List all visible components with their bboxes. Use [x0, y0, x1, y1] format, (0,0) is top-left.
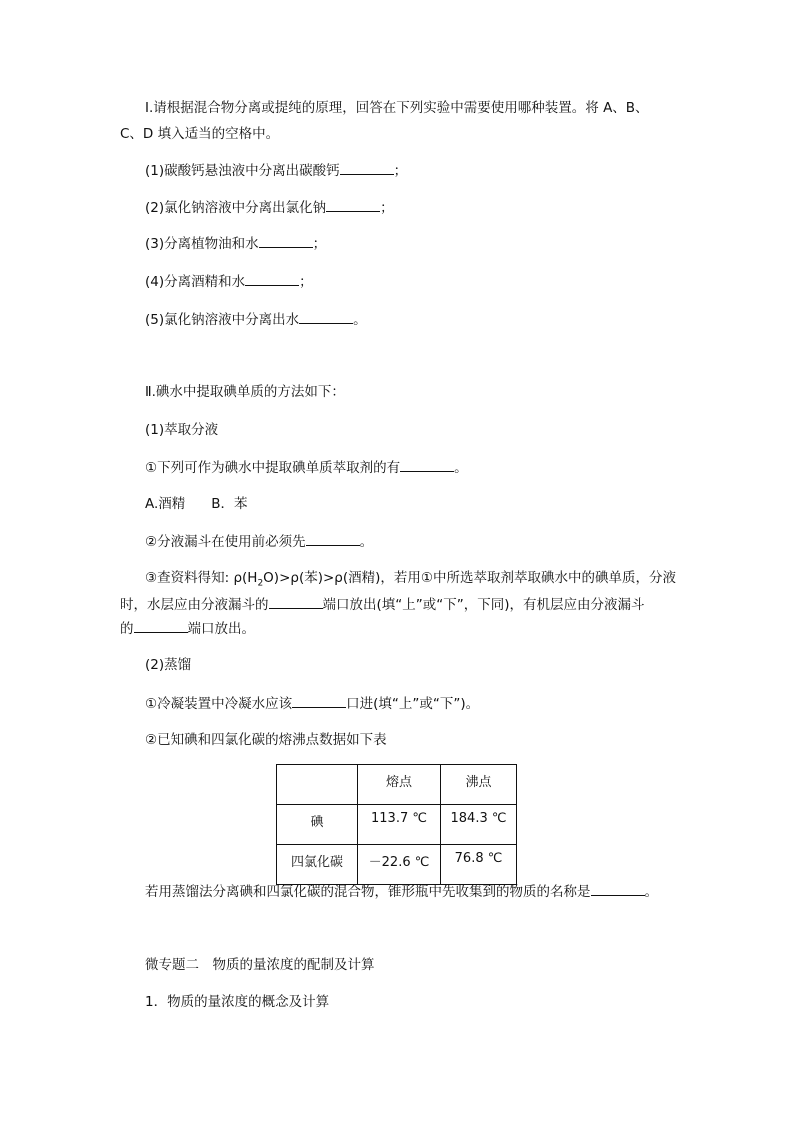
table-header-row	[277, 765, 517, 805]
table-cell: 184.3 ℃	[441, 805, 517, 845]
answer-blank	[340, 161, 394, 175]
item-text: (2)氯化钠溶液中分离出氯化钠	[145, 200, 327, 216]
table-cell: 四氯化碳	[277, 845, 358, 885]
answer-blank	[134, 619, 188, 633]
answer-blank	[306, 532, 360, 546]
answer-blank	[591, 882, 645, 896]
part1-item-2	[145, 198, 394, 217]
answer-blank	[245, 272, 299, 286]
part2-sub2: (2)蒸馏	[145, 657, 192, 673]
table-cell: 碘	[277, 805, 358, 845]
item-end: ；	[380, 200, 394, 216]
part1-item-3	[145, 234, 326, 253]
q-text: 的	[120, 621, 134, 637]
melting-boiling-table	[276, 764, 517, 885]
answer-blank	[326, 198, 380, 212]
part2-sub1: (1)萃取分液	[145, 422, 219, 438]
table-cell: 熔点	[358, 765, 441, 805]
table-row	[277, 805, 517, 845]
part2-q2	[145, 532, 373, 551]
part1-item-1	[145, 161, 407, 180]
part2-q4	[145, 694, 479, 713]
table-cell: 113.7 ℃	[358, 805, 441, 845]
q-end: 。	[644, 884, 658, 900]
table-cell: －22.6 ℃	[358, 845, 441, 885]
subscript: 2	[257, 578, 264, 589]
part2-q3-line3	[120, 619, 255, 638]
table-cell	[277, 765, 358, 805]
option-a: A.酒精	[145, 496, 186, 512]
part2-q3	[145, 569, 676, 593]
part2-q1	[145, 458, 468, 477]
item-end: ；	[393, 163, 408, 179]
part2-options	[145, 495, 248, 513]
answer-blank	[299, 310, 353, 324]
section2-title: 微专题二 物质的量浓度的配制及计算	[145, 957, 375, 973]
part2-q5: ②已知碘和四氯化碳的熔沸点数据如下表	[145, 732, 387, 748]
option-b: B．苯	[211, 496, 248, 512]
item-text: (4)分离酒精和水	[145, 274, 246, 290]
part2-q6	[145, 882, 658, 901]
part2-title: Ⅱ.碘水中提取碘单质的方法如下：	[145, 384, 345, 400]
item-end: ；	[299, 274, 313, 290]
part2-q3-line2	[120, 595, 645, 614]
part1-item-4	[145, 272, 313, 291]
q-text: ①冷凝装置中冷凝水应该	[145, 696, 293, 712]
answer-blank	[292, 694, 346, 708]
table-cell: 沸点	[441, 765, 517, 805]
q-text: ②分液漏斗在使用前必须先	[145, 534, 306, 550]
item-end: ；	[312, 236, 327, 252]
q-text: 时，水层应由分液漏斗的	[120, 597, 269, 613]
table-cell: 76.8 ℃	[441, 845, 517, 885]
q-end: 。	[359, 534, 374, 550]
part1-item-5	[145, 310, 367, 329]
answer-blank	[269, 595, 323, 609]
q-text: 若用蒸馏法分离碘和四氯化碳的混合物，锥形瓶中先收集到的物质的名称是	[145, 884, 591, 900]
q-text: O)>ρ(苯)>ρ(酒精)，若用①中所选萃取剂萃取碘水中的碘单质，分液	[263, 570, 676, 586]
answer-blank	[400, 458, 454, 472]
item-end: 。	[353, 312, 367, 328]
q-text: 端口放出(填“上”或“下”，下同)，有机层应由分液漏斗	[322, 597, 645, 613]
q-end: 口进(填“上”或“下”)。	[346, 696, 480, 712]
table-row	[277, 845, 517, 885]
item-text: (1)碳酸钙悬浊液中分离出碳酸钙	[145, 163, 340, 179]
item-text: (3)分离植物油和水	[145, 236, 259, 252]
answer-blank	[259, 234, 313, 248]
q-text: 端口放出。	[187, 621, 255, 637]
part1-intro: Ⅰ.请根据混合物分离或提纯的原理，回答在下列实验中需要使用哪种装置。将 A、B、	[145, 100, 649, 116]
section2-sub1: 1．物质的量浓度的概念及计算	[145, 994, 330, 1010]
q-text: ③查资料得知: ρ(H	[145, 570, 258, 586]
q-end: 。	[454, 460, 468, 476]
item-text: (5)氯化钠溶液中分离出水	[145, 312, 300, 328]
part1-intro-cont: C、D 填入适当的空格中。	[120, 126, 280, 142]
q-text: ①下列可作为碘水中提取碘单质萃取剂的有	[145, 460, 401, 476]
